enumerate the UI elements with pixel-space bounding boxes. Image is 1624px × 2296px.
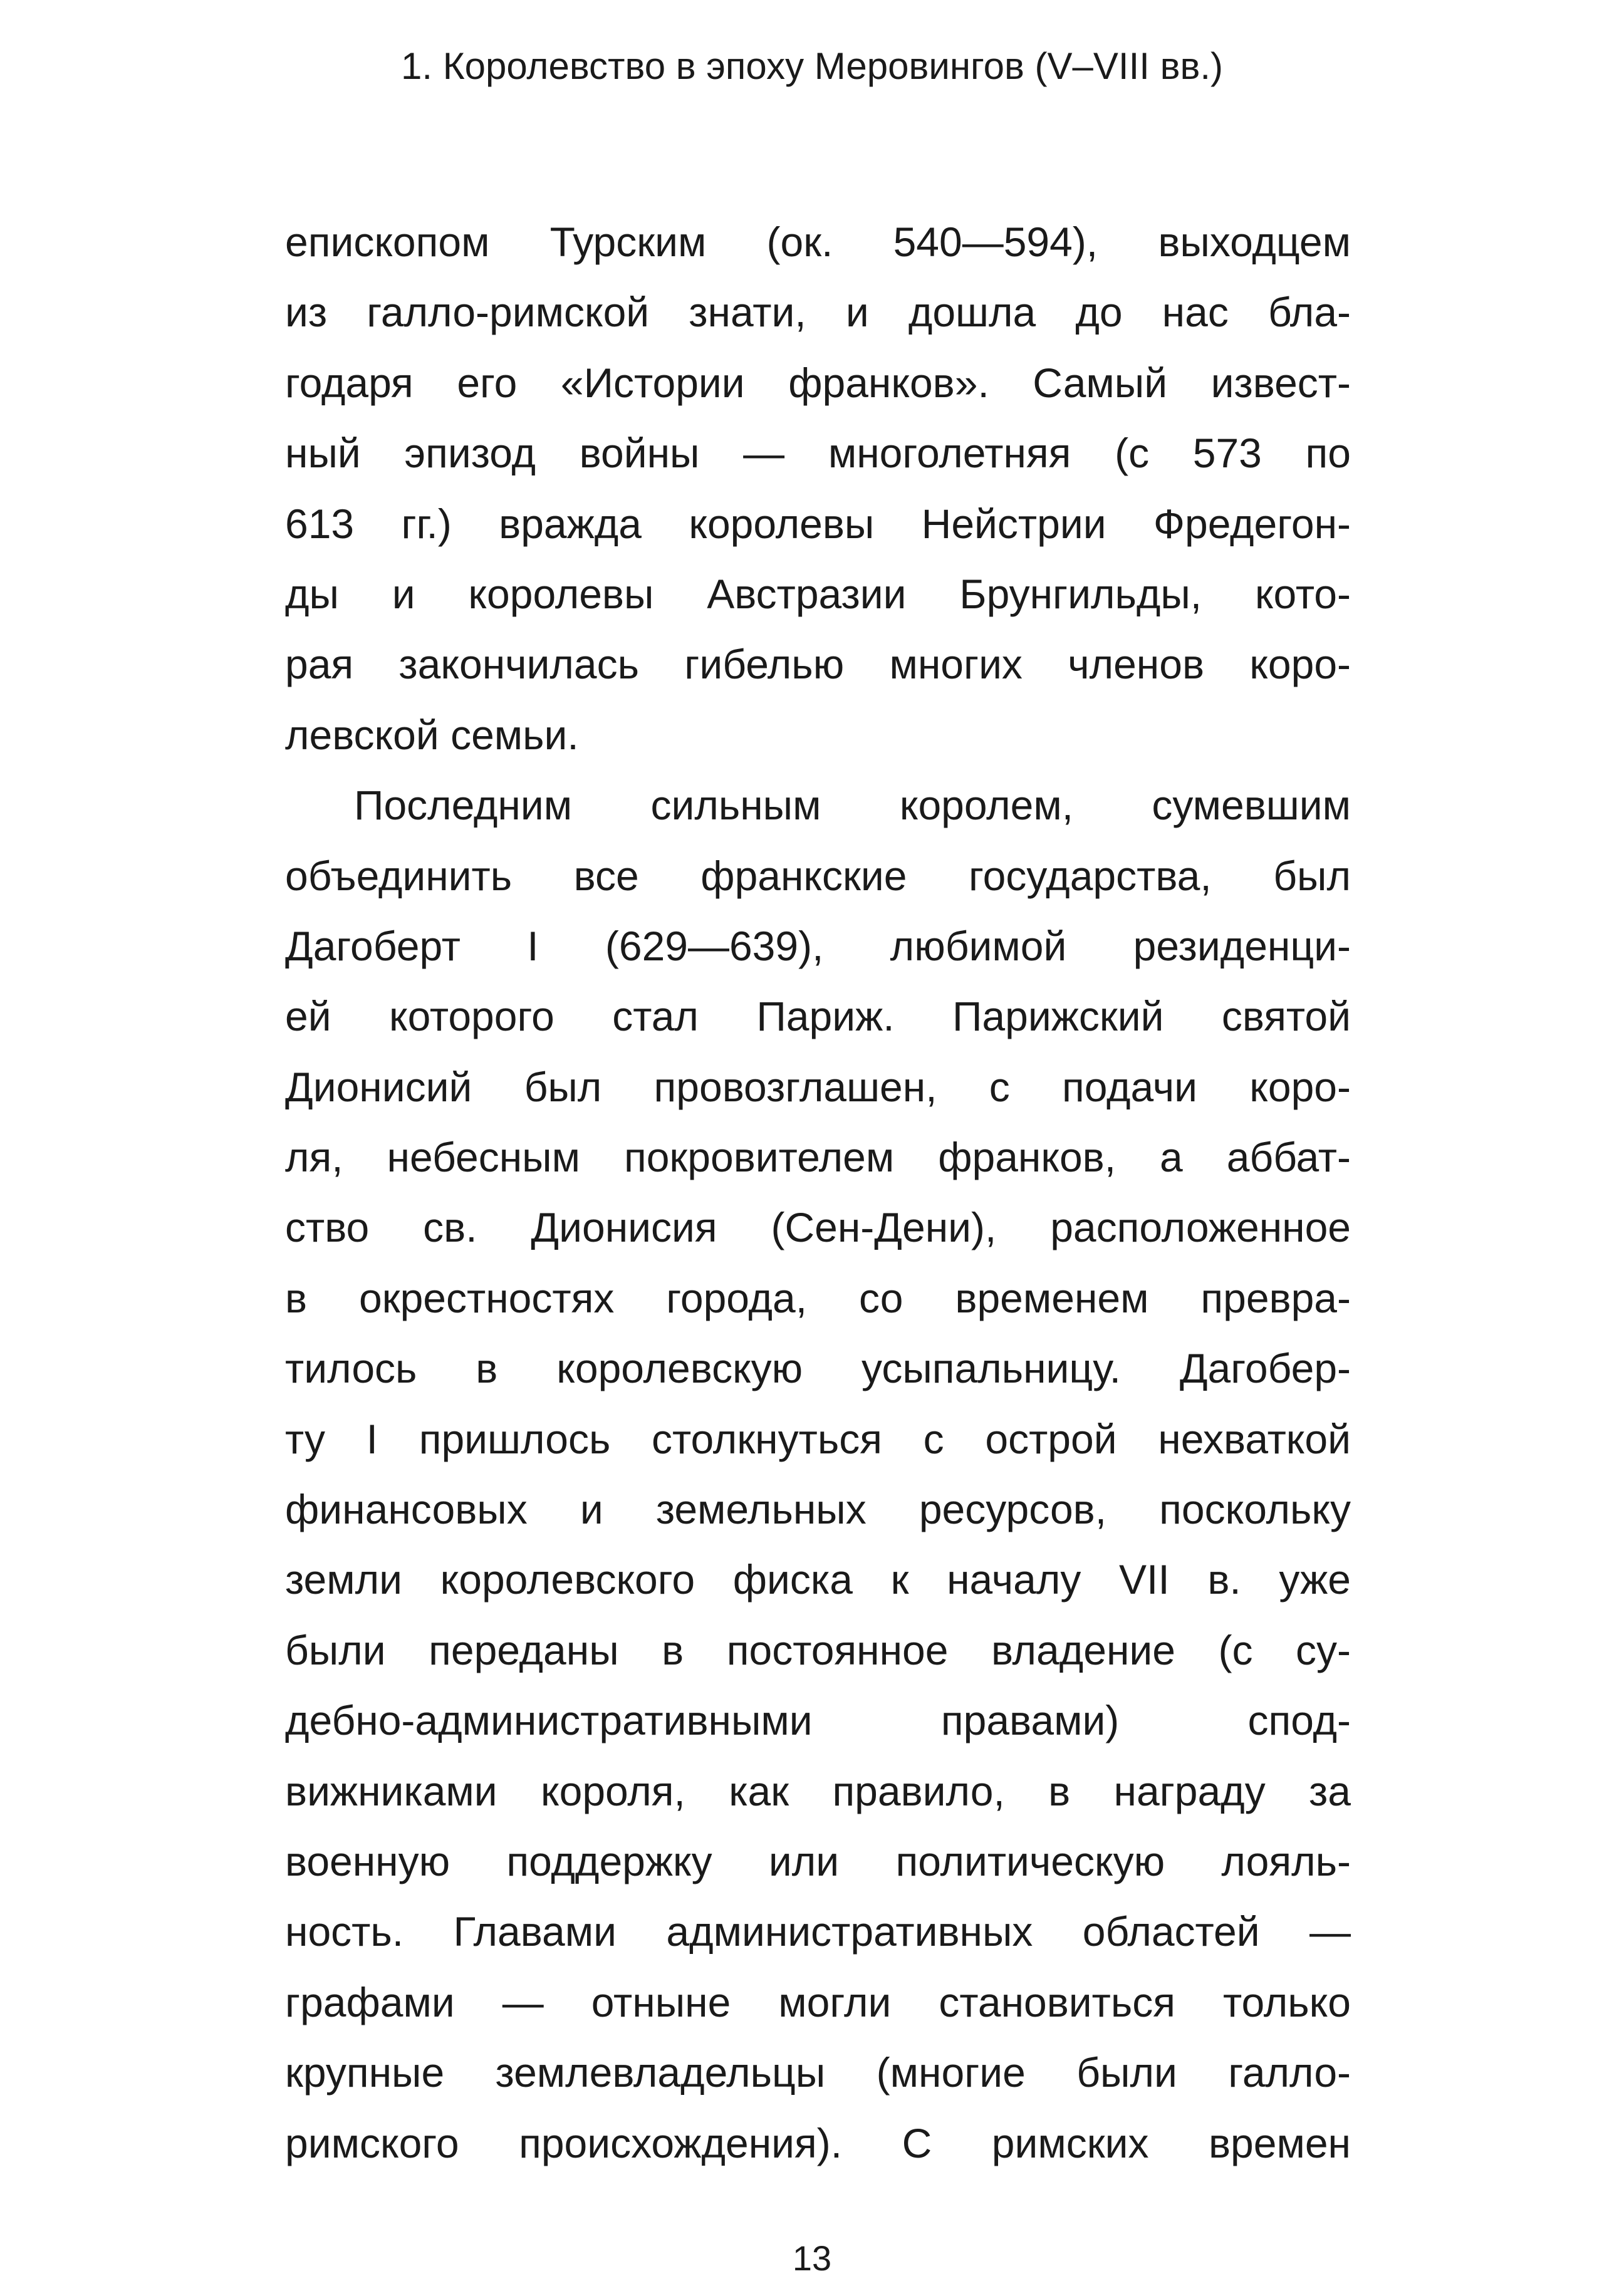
text-line: военную поддержку или политическую лояль- <box>285 1837 1351 1884</box>
text-line: из галло-римской знати, и дошла до нас бла- <box>285 289 1351 336</box>
text-line: дебно-административными правами) спод- <box>285 1697 1351 1744</box>
text-line: были переданы в постоянное владение (с су- <box>285 1626 1351 1673</box>
text-line: графами — отныне могли становиться только <box>285 1978 1351 2025</box>
running-header: 1. Королевство в эпоху Меровингов (V–VIII вв.) <box>400 45 1223 87</box>
text-line: годаря его «Истории франков». Самый извест- <box>285 359 1351 406</box>
body-text <box>285 207 1351 2178</box>
text-line: тилось в королевскую усыпальницу. Дагобер- <box>285 1345 1351 1392</box>
text-line: ство св. Дионисия (Сен-Дени), расположенное <box>285 1204 1351 1251</box>
text-line: ту I пришлось столкнуться с острой нехваткой <box>285 1415 1351 1462</box>
text-line: рая закончилась гибелью многих членов коро- <box>285 641 1351 688</box>
text-line: финансовых и земельных ресурсов, поскольку <box>285 1486 1351 1533</box>
text-line: епископом Турским (ок. 540—594), выходцем <box>285 219 1351 265</box>
text-line: ность. Главами административных областей — <box>285 1908 1351 1955</box>
text-line: Дионисий был провозглашен, с подачи коро- <box>285 1063 1351 1110</box>
text-line: Дагоберт I (629—639), любимой резиденци- <box>285 922 1351 969</box>
text-line-paragraph-end: левской семьи. <box>285 711 579 758</box>
text-line-paragraph-start: Последним сильным королем, сумевшим <box>354 782 1351 829</box>
text-line: крупные землевладельцы (многие были галло- <box>285 2049 1351 2096</box>
text-line: ды и королевы Австразии Брунгильды, кото- <box>285 570 1351 617</box>
text-line: ный эпизод войны — многолетняя (с 573 по <box>285 430 1351 477</box>
text-line: вижниками короля, как правило, в награду за <box>285 1767 1351 1814</box>
text-line: ля, небесным покровителем франков, а аббат- <box>285 1134 1351 1181</box>
page-number: 13 <box>792 2238 832 2278</box>
text-line: в окрестностях города, со временем превра- <box>285 1274 1351 1321</box>
text-line: земли королевского фиска к началу VII в. уже <box>285 1556 1351 1603</box>
text-line: 613 гг.) вражда королевы Нейстрии Фредегон- <box>285 500 1351 547</box>
text-line: римского происхождения). С римских времен <box>285 2119 1351 2166</box>
text-line: ей которого стал Париж. Парижский святой <box>285 993 1351 1040</box>
text-line: объединить все франкские государства, был <box>285 852 1351 899</box>
